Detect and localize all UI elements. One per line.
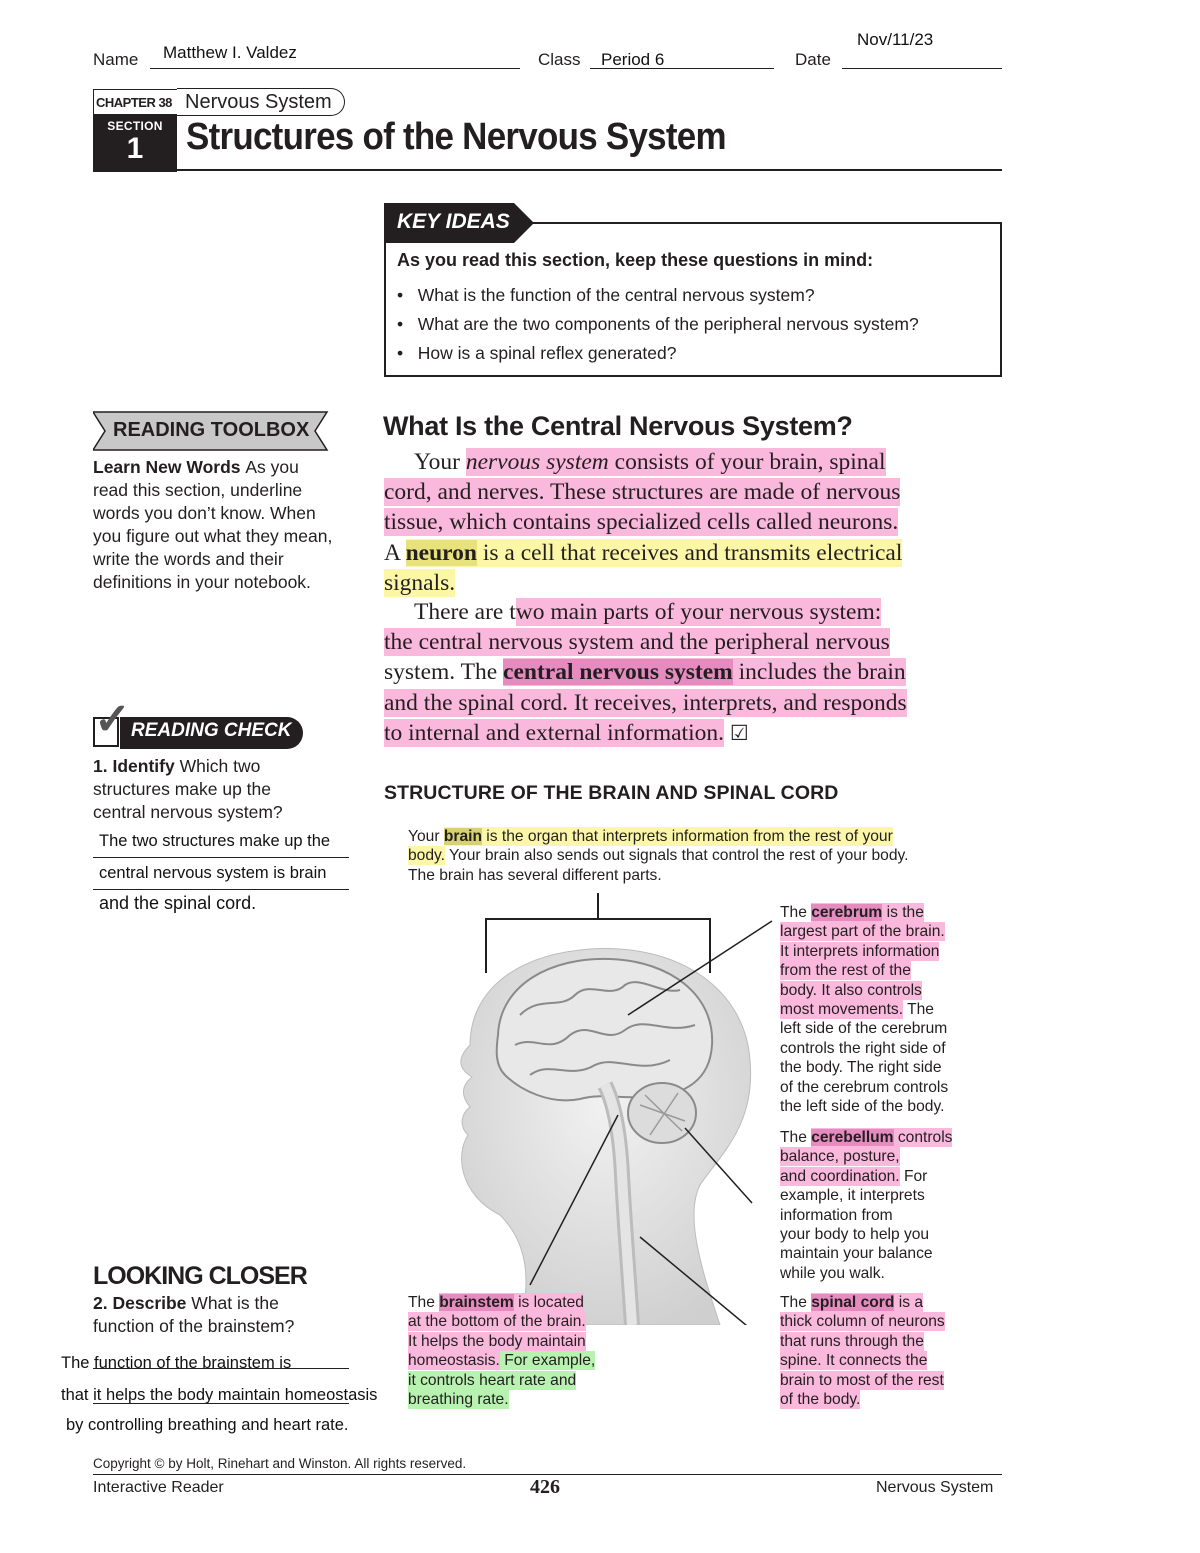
brainstem-callout: The brainstem is located at the bottom of the brain. It helps the body maintain homeostasis. For example, it controls heart rate and breathing rate.: [408, 1294, 596, 1409]
date-field[interactable]: Nov/11/23: [857, 30, 934, 49]
toolbox-text: [93, 456, 338, 594]
term-neuron: neuron: [405, 539, 477, 566]
cns-paragraph-2: There are two main parts of your nervous system: the central nervous system and the peripheral nervous system. The central nervous system includes the brain and the spinal cord. It receives, interprets, and responds to internal and external information. ☑: [384, 599, 907, 746]
cerebrum-callout: The cerebrum is the largest part of the brain. It interprets information from the rest of the body. It also controls most movements. The left side of the cerebrum controls the right side of the body. The right side of the cerebrum controls the left side of the body.: [780, 904, 949, 1116]
looking-closer-answer-3[interactable]: by controlling breathing and heart rate.: [66, 1416, 349, 1434]
reading-toolbox-label: READING TOOLBOX: [113, 419, 310, 441]
looking-closer-answer-2[interactable]: that it helps the body maintain homeostasis: [61, 1386, 378, 1404]
cns-heading: What Is the Central Nervous System?: [383, 411, 853, 441]
answer-line-1: [93, 857, 349, 858]
looking-closer-answer-1[interactable]: The function of the brainstem is: [61, 1354, 292, 1372]
term-nervous-system: nervous system: [465, 449, 609, 475]
name-label: Name: [93, 50, 139, 69]
name-field[interactable]: Matthew I. Valdez: [163, 43, 297, 62]
page-number: 426: [530, 1476, 560, 1498]
key-ideas-tab-label: KEY IDEAS: [397, 210, 510, 233]
section-title: Structures of the Nervous System: [186, 116, 726, 158]
key-ideas-list: [397, 281, 919, 368]
reading-check-answer-1[interactable]: The two structures make up the: [99, 832, 331, 850]
section-label: SECTION: [107, 119, 163, 133]
reading-check-answer-2[interactable]: central nervous system is brain: [99, 864, 327, 882]
date-line: [842, 68, 1002, 69]
title-rule: [93, 169, 1002, 171]
brain-illustration: [400, 885, 800, 1325]
chapter-title-pill: [177, 88, 345, 116]
copyright: Copyright © by Holt, Rinehart and Winston. All rights reserved.: [93, 1456, 467, 1471]
spinal-cord-callout: The spinal cord is a thick column of neurons that runs through the spine. It connects the brain to most of the rest of the body.: [780, 1294, 945, 1409]
cns-paragraph-1: Your nervous system consists of your brain, spinal cord, and nerves. These structures are made of nervous tissue, which contains specialized cells called neurons. A neuron is a cell that receives and transmits electrical signals.: [384, 449, 903, 596]
brain-caption: Your brain is the organ that interprets information from the rest of your body. Your brain also sends out signals that control the rest of your body. The brain has several different parts.: [408, 828, 909, 884]
structure-heading: STRUCTURE OF THE BRAIN AND SPINAL CORD: [384, 782, 839, 804]
term-spinal-cord: spinal cord: [811, 1294, 895, 1311]
reading-check-label: READING CHECK: [131, 720, 292, 741]
cerebellum-callout: The cerebellum controls balance, posture, and coordination. For example, it interprets information from your body to help you maintain your balance while you walk.: [780, 1129, 953, 1282]
key-idea-item: • What is the function of the central nervous system?: [397, 285, 815, 305]
term-brainstem: brainstem: [439, 1294, 514, 1311]
chapter-badge: [93, 89, 177, 115]
looking-closer-question: 2. Describe What is the function of the brainstem?: [93, 1293, 295, 1336]
answer-line-2: [93, 889, 349, 890]
key-ideas-intro: As you read this section, keep these questions in mind:: [397, 250, 874, 270]
term-cerebrum: cerebrum: [811, 904, 883, 921]
looking-closer-heading: LOOKING CLOSER: [93, 1262, 307, 1290]
name-line: [150, 68, 520, 69]
class-label: Class: [538, 50, 581, 69]
section-box: [93, 114, 177, 172]
key-idea-item: • What are the two components of the peripheral nervous system?: [397, 314, 919, 334]
checkmark-icon: ✓: [94, 695, 131, 744]
reading-check-question: 1. Identify Which two structures make up the central nervous system?: [93, 756, 283, 822]
footer-rule: [93, 1474, 1002, 1475]
footer-right: Nervous System: [876, 1479, 994, 1496]
class-field[interactable]: Period 6: [601, 50, 665, 69]
key-idea-item: • How is a spinal reflex generated?: [397, 343, 677, 363]
toolbox-body: As you read this section, underline words you don’t know. When you figure out what they mean, write the words and their definitions in your notebook.: [93, 457, 333, 592]
reading-check-answer-3[interactable]: and the spinal cord.: [99, 893, 257, 913]
footer-left: Interactive Reader: [93, 1479, 224, 1496]
term-brain: brain: [443, 828, 482, 845]
section-number: 1: [126, 132, 144, 165]
term-cerebellum: cerebellum: [811, 1129, 894, 1146]
term-central-nervous-system: central nervous system: [503, 659, 733, 686]
date-label: Date: [795, 50, 831, 69]
chapter-title: Nervous System: [185, 91, 332, 113]
toolbox-lead: Learn New Words: [93, 457, 241, 477]
chapter-label: CHAPTER 38: [96, 95, 172, 110]
check-box-icon: ☑: [729, 720, 749, 745]
